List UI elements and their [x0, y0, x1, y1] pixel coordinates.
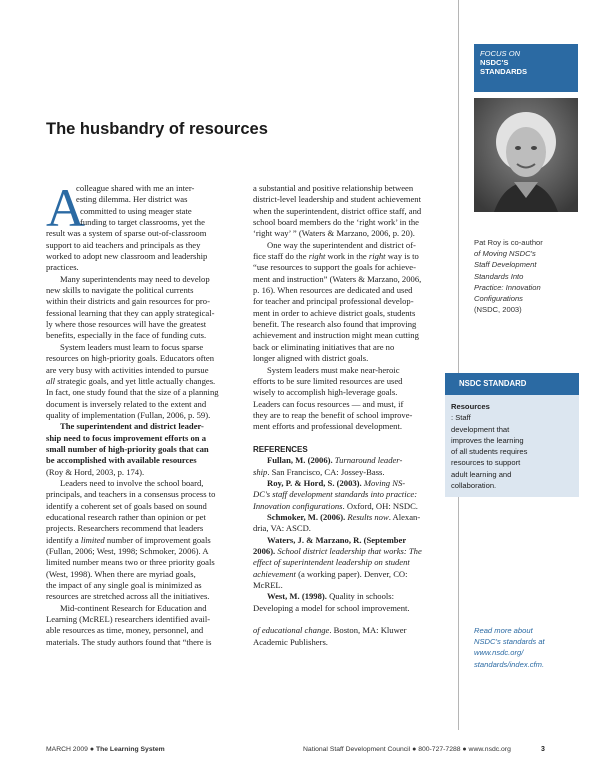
text-line	[253, 546, 449, 557]
text-run: . Oxford, OH: NSDC.	[342, 500, 418, 511]
standard-line	[451, 401, 575, 424]
read-more-line: NSDC's standards at	[474, 637, 545, 647]
text-line	[253, 262, 449, 273]
text-run: DC's staff development standards into practice:	[253, 489, 418, 500]
text-line	[253, 285, 449, 296]
read-more-note	[474, 625, 578, 670]
text-run: West, M. (1998).	[267, 591, 330, 602]
text-line	[46, 433, 238, 444]
text-line	[46, 421, 238, 432]
text-run: resources on high-priority goals. Educators often	[46, 353, 215, 364]
author-bio-line: Pat Roy is co-author	[474, 238, 543, 247]
text-line	[253, 569, 449, 580]
text-run: McREL.	[253, 580, 283, 591]
text-run: ment efforts and professional development.	[253, 421, 402, 432]
text-line	[253, 444, 449, 455]
text-run: fice staff do the	[253, 251, 309, 262]
bullet-icon: ●	[412, 746, 417, 753]
text-line	[253, 489, 449, 500]
text-line	[253, 206, 449, 217]
text-run: colleague shared with me an inter-	[76, 183, 195, 193]
text-line	[46, 319, 238, 330]
author-bio-line: (NSDC, 2003)	[474, 305, 522, 315]
text-run: all	[46, 375, 56, 386]
text-run: Innovation configurations	[253, 500, 343, 511]
text-run: limited	[80, 534, 105, 545]
author-bio-line	[474, 248, 578, 259]
text-run: System leaders must learn to focus sparse	[60, 341, 204, 352]
text-run: number of improvement goals	[104, 534, 211, 545]
footer-org: National Staff Development Council	[303, 746, 411, 753]
text-run: projects. Researchers recommend that leaders	[46, 523, 204, 534]
text-run: when the superintendent, district office staff, and	[253, 205, 422, 216]
text-line	[253, 376, 449, 387]
nsdc-standard-text	[451, 401, 575, 491]
text-run: resources are stretched across all the initiatives.	[46, 591, 210, 602]
focus-line2: NSDC'S	[480, 58, 509, 67]
text-line	[46, 217, 238, 228]
text-run: strategic goals, and yet little actually changes.	[55, 375, 216, 386]
text-run: Fullan, M. (2006).	[267, 455, 335, 466]
text-line	[253, 240, 449, 251]
text-run: Many superintendents may need to develop	[60, 273, 210, 284]
text-run: (a working paper). Denver, CO:	[295, 568, 408, 579]
text-run: benefits, especially in the face of funding cuts.	[46, 330, 207, 341]
text-run: funding to target classrooms, yet the	[80, 217, 205, 228]
text-run: quality of implementation (Fullan, 2006, p. 59).	[46, 409, 211, 420]
text-line	[253, 365, 449, 376]
text-run: achievement	[253, 568, 296, 579]
text-line	[253, 342, 449, 353]
text-run: small number of high-priority goals that can	[46, 443, 209, 454]
page-number: 3	[541, 746, 545, 753]
text-line	[46, 274, 238, 285]
text-run: document is inversely related to the extent and	[46, 398, 207, 409]
text-run: Leaders can focus resources — and must, if	[253, 398, 404, 409]
text-line	[46, 410, 238, 421]
text-line	[253, 319, 449, 330]
text-line	[253, 614, 449, 625]
text-line	[46, 365, 238, 376]
text-run: educational research rather than opinion or pet	[46, 511, 206, 522]
text-run: . Boston, MA: Kluwer	[329, 625, 407, 636]
text-run: committed to using meager state	[80, 205, 192, 216]
text-run: work in the	[325, 251, 369, 262]
text-run: p. 16). When resources are dedicated and used	[253, 285, 413, 296]
text-run: wisely to accomplish high-leverage goals.	[253, 387, 398, 398]
text-run: district-level leadership and student achievement	[253, 194, 421, 205]
text-run: Quality in schools:	[329, 591, 394, 602]
text-line	[46, 637, 238, 648]
text-run: practices.	[46, 262, 79, 273]
text-run: principals, and teachers in a consensus process to	[46, 489, 216, 500]
read-more-line: standards/index.cfm.	[474, 659, 545, 669]
text-line	[253, 455, 449, 466]
text-run: efforts to be sure limited resources are used	[253, 375, 403, 386]
author-bio-line: Standards Into	[474, 271, 524, 281]
article-column-left	[46, 178, 238, 648]
text-run: able resources as time, money, personnel, and	[46, 625, 204, 636]
text-run: new skills to navigate the political currents	[46, 285, 194, 296]
text-run: Learning (McREL) researchers identified avail-	[46, 614, 211, 625]
text-run: support to aid teachers and principals as they	[46, 239, 201, 250]
text-run: Resources	[451, 402, 490, 411]
text-run: System leaders must make near-heroic	[267, 364, 400, 375]
text-line	[253, 251, 449, 262]
text-line	[46, 614, 238, 625]
text-line	[46, 342, 238, 353]
text-run: achievement and instruction might mean cutting	[253, 330, 419, 341]
text-line	[46, 625, 238, 636]
text-line	[253, 478, 449, 489]
standard-line: improves the learning	[451, 435, 524, 445]
text-line	[253, 308, 449, 319]
text-run: (Fullan, 2006; West, 1998; Schmoker, 2006). A	[46, 546, 209, 556]
text-line	[253, 399, 449, 410]
text-line	[253, 274, 449, 285]
text-line	[253, 330, 449, 341]
text-line	[46, 535, 238, 546]
text-line	[46, 569, 238, 580]
author-bio-line: Staff Development	[474, 260, 537, 270]
text-line	[46, 512, 238, 523]
text-line	[253, 194, 449, 205]
text-line	[253, 523, 449, 534]
text-line	[46, 591, 238, 602]
text-line	[46, 455, 238, 466]
read-more-line: www.nsdc.org/	[474, 648, 524, 658]
text-run: ‘right way’ ” (Waters & Marzano, 2006, p. 20).	[253, 228, 415, 239]
text-run: fessional learning that they can apply strategical-	[46, 307, 215, 318]
sidebar-divider	[458, 0, 459, 730]
focus-line1: FOCUS ON	[480, 49, 521, 58]
text-run: Leaders need to involve the school board,	[60, 477, 204, 488]
standard-line: of all students requires	[451, 447, 528, 457]
text-line	[253, 625, 449, 636]
text-run: Developing a model for school improvement.	[253, 602, 410, 613]
text-line	[46, 330, 238, 341]
text-run: Results now	[347, 511, 389, 522]
text-run: ly where those resources will have the greatest	[46, 319, 207, 330]
text-line	[46, 376, 238, 387]
author-bio-line: Configurations	[474, 294, 523, 304]
text-line	[46, 387, 238, 398]
text-line	[46, 353, 238, 364]
text-line	[253, 353, 449, 364]
text-run: of educational change	[253, 625, 330, 636]
author-bio-text: of Moving NSDC's	[474, 249, 536, 259]
text-line	[253, 603, 449, 614]
article-title: The husbandry of resources	[46, 120, 268, 138]
text-run: identify a coherent set of goals based on sound	[46, 500, 207, 511]
text-run: be accomplished with available resources	[46, 455, 197, 466]
standard-line: collaboration.	[451, 481, 497, 491]
text-run: The superintendent and district leader-	[60, 421, 204, 432]
text-run: within their districts and gain resources for pro-	[46, 296, 210, 307]
bullet-icon: ●	[89, 746, 95, 753]
text-line	[46, 489, 238, 500]
text-line	[46, 296, 238, 307]
standard-line: development that	[451, 424, 510, 434]
text-run: Schmoker, M. (2006).	[267, 511, 348, 522]
text-run: Roy, P. & Hord, S. (2003).	[267, 477, 364, 488]
footer-phone: 800-727-7288	[418, 746, 461, 753]
text-run: back or eliminating initiatives that are no	[253, 341, 395, 352]
standard-line: resources to support	[451, 458, 521, 468]
text-run: 2006).	[253, 546, 278, 556]
text-line	[46, 262, 238, 273]
text-run: for teacher and principal professional develop-	[253, 296, 414, 307]
text-line	[253, 387, 449, 398]
text-line	[46, 251, 238, 262]
text-line	[46, 523, 238, 534]
author-bio	[474, 237, 578, 315]
text-run: limited number means two or three priority goals	[46, 557, 215, 568]
text-line	[46, 194, 238, 205]
text-line	[46, 557, 238, 568]
text-run: a substantial and positive relationship between	[253, 183, 414, 193]
text-run: . Alexan-	[388, 511, 421, 522]
text-line	[46, 308, 238, 319]
text-run: (Roy & Hord, 2003, p. 174).	[46, 466, 145, 477]
text-line	[46, 444, 238, 455]
text-line	[46, 285, 238, 296]
text-run: (West, 1998). When there are myriad goals,	[46, 568, 196, 579]
text-run: ship need to focus improvement efforts on a	[46, 432, 207, 443]
text-line	[253, 535, 449, 546]
text-line	[253, 421, 449, 432]
footer-month: MARCH 2009	[46, 746, 88, 753]
footer-left	[46, 746, 165, 753]
text-run: : Staff	[451, 413, 471, 423]
text-line	[46, 546, 238, 557]
text-line	[253, 501, 449, 512]
text-run: way is to	[385, 251, 419, 262]
text-run: worked to adopt new classroom and leadership	[46, 251, 208, 262]
text-run: materials. The study authors found that “there is	[46, 636, 212, 647]
text-run: Mid-continent Research for Education and	[60, 602, 207, 613]
text-line	[46, 603, 238, 614]
text-line	[253, 557, 449, 568]
text-run: benefit. The research also found that improving	[253, 319, 417, 330]
article-column-right	[253, 183, 449, 648]
author-bio-line: Practice: Innovation	[474, 282, 541, 292]
text-line	[46, 399, 238, 410]
text-run: ment in order to achieve district goals, students	[253, 307, 416, 318]
focus-on-standards-banner	[474, 44, 578, 92]
footer-publication: The Learning System	[95, 746, 165, 753]
footer-website: www.nsdc.org	[468, 746, 511, 753]
text-run: right	[368, 251, 386, 262]
text-run: “use resources to support the goals for achieve-	[253, 262, 416, 273]
text-run: dria, VA: ASCD.	[253, 523, 311, 534]
read-more-line: Read more about	[474, 626, 533, 635]
author-photo	[474, 98, 578, 212]
text-line	[46, 183, 238, 194]
text-line	[253, 580, 449, 591]
text-run: esting dilemma. Her district was	[76, 194, 188, 205]
bullet-icon: ●	[462, 746, 467, 753]
text-line	[46, 501, 238, 512]
text-run: identify a	[46, 534, 81, 545]
text-run: One way the superintendent and district of-	[267, 239, 416, 250]
text-run: right	[308, 251, 326, 262]
text-line	[253, 217, 449, 228]
text-line	[46, 467, 238, 478]
focus-line3: STANDARDS	[480, 67, 528, 76]
text-run: ment and instruction” (Waters & Marzano, 2006,	[253, 273, 422, 284]
nsdc-standard-heading: NSDC STANDARD	[445, 373, 579, 395]
text-line	[253, 512, 449, 523]
drop-cap: A	[46, 178, 85, 238]
text-line	[253, 183, 449, 194]
text-run: REFERENCES	[253, 444, 308, 454]
footer-right	[303, 746, 511, 753]
text-line	[253, 637, 449, 648]
text-line	[46, 228, 238, 239]
standard-line: adult learning and	[451, 469, 512, 479]
text-run: In fact, one study found that the size of a planning	[46, 387, 219, 398]
text-line	[253, 591, 449, 602]
text-run: Turnaround leader-	[334, 455, 403, 466]
text-line	[46, 206, 238, 217]
text-line	[46, 240, 238, 251]
text-run: the impact of any single goal is minimized as	[46, 580, 202, 591]
text-run: . San Francisco, CA: Jossey-Bass.	[267, 466, 385, 477]
text-line	[46, 580, 238, 591]
author-portrait-image	[474, 98, 578, 212]
text-run: Waters, J. & Marzano, R. (September	[267, 534, 407, 545]
text-line	[253, 228, 449, 239]
text-run: are very busy with activities intended to pursue	[46, 364, 209, 375]
text-run: ship	[253, 466, 268, 477]
text-line	[253, 467, 449, 478]
text-run: Academic Publishers.	[253, 636, 328, 647]
text-run: School district leadership that works: The	[277, 546, 422, 556]
text-line	[46, 478, 238, 489]
text-run: school board members do the ‘right work’ in the	[253, 217, 419, 228]
text-run: result was a system of sparse out-of-classroom	[46, 228, 207, 239]
text-line	[253, 296, 449, 307]
text-run: Moving NS-	[363, 477, 406, 488]
text-run: they are to reap the benefit of school improve-	[253, 409, 413, 420]
text-run: effect of superintendent leadership on student	[253, 557, 410, 568]
text-run: longer aligned with district goals.	[253, 353, 369, 364]
text-line	[253, 433, 449, 444]
text-line	[253, 410, 449, 421]
